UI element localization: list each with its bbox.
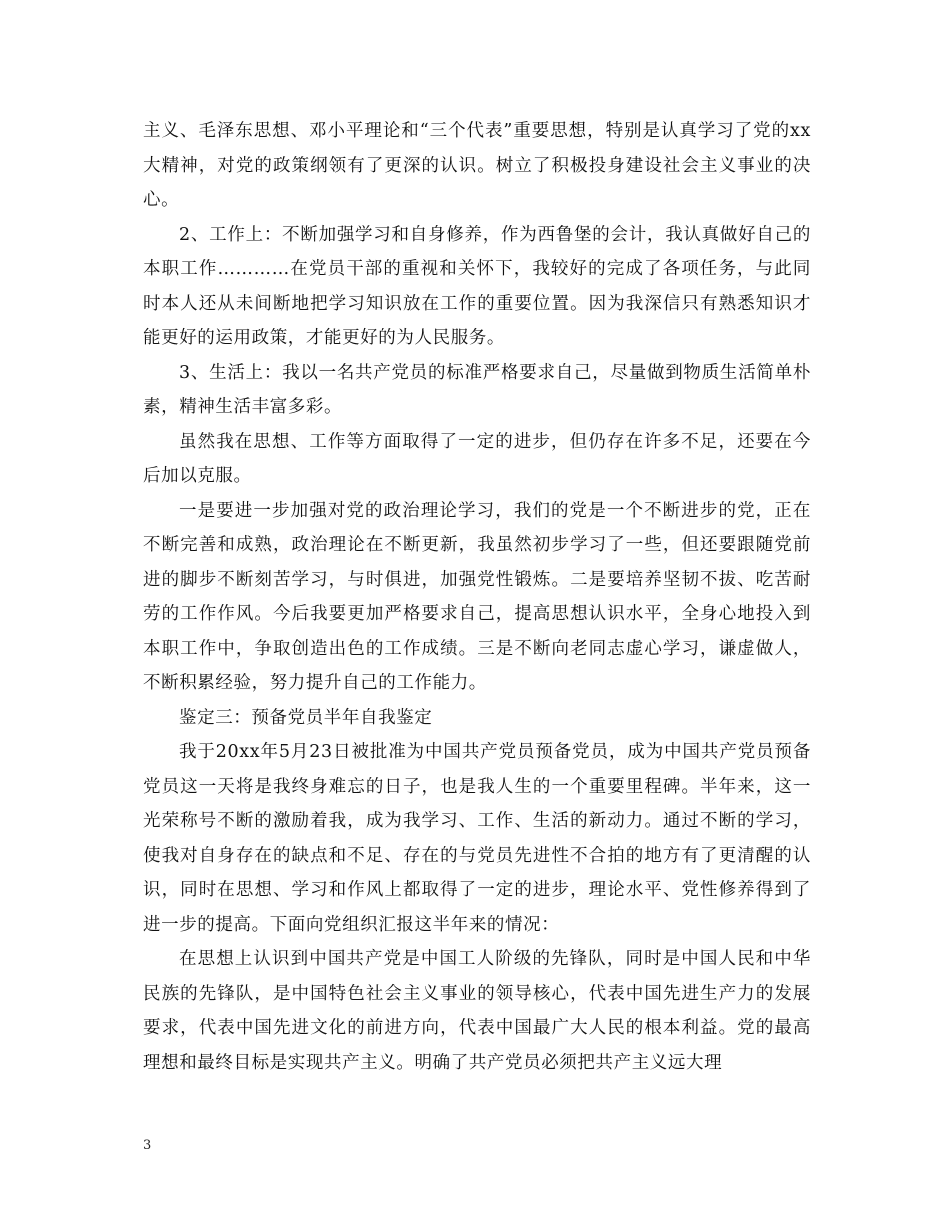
paragraph-shortcomings: 虽然我在思想、工作等方面取得了一定的进步，但仍存在许多不足，还要在今后加以克服。 — [143, 431, 811, 486]
paragraph-approval: 我于20xx年5月23日被批准为中国共产党员预备党员，成为中国共产党员预备党员这一天将是我终身难忘的日子，也是我人生的一个重要里程碑。半年来，这一光荣称号不断的激励着我，成为我学习、工作、生活的新动力。通过不断的学习，使我对自身存在的缺点和不足、存在的与党员先进性不合拍的地方有了更清醒的认识，同时在思想、学习和作风上都取得了一定的进步，理论水平、党性修养得到了进一步的提高。下面向党组织汇报这半年来的情况： — [143, 742, 811, 935]
paragraph-improvements: 一是要进一步加强对党的政治理论学习，我们的党是一个不断进步的党，正在不断完善和成熟，政治理论在不断更新，我虽然初步学习了一些，但还要跟随党前进的脚步不断刻苦学习，与时俱进，加强党性锻炼。二是要培养坚韧不拔、吃苦耐劳的工作作风。今后我要更加严格要求自己，提高思想认识水平，全身心地投入到本职工作中，争取创造出色的工作成绩。三是不断向老同志虚心学习，谦虚做人，不断积累经验，努力提升自己的工作能力。 — [143, 500, 811, 693]
section-heading: 鉴定三：预备党员半年自我鉴定 — [179, 707, 433, 728]
page-number: 3 — [143, 1138, 152, 1153]
document-body — [143, 114, 811, 1080]
paragraph-continuation: 主义、毛泽东思想、邓小平理论和“三个代表”重要思想，特别是认真学习了党的xx大精神，对党的政策纲领有了更深的认识。树立了积极投身建设社会主义事业的决心。 — [143, 121, 811, 210]
paragraph-work: 2、工作上：不断加强学习和自身修养，作为西鲁堡的会计，我认真做好自己的本职工作…………在党员干部的重视和关怀下，我较好的完成了各项任务，与此同时本人还从未间断地把学习知识放在工作的重要位置。因为我深信只有熟悉知识才能更好的运用政策，才能更好的为人民服务。 — [143, 224, 811, 348]
paragraph-life: 3、生活上：我以一名共产党员的标准严格要求自己，尽量做到物质生活简单朴素，精神生活丰富多彩。 — [143, 362, 811, 417]
paragraph-ideology: 在思想上认识到中国共产党是中国工人阶级的先锋队，同时是中国人民和中华民族的先锋队，是中国特色社会主义事业的领导核心，代表中国先进生产力的发展要求，代表中国先进文化的前进方向，代表中国最广大人民的根本利益。党的最高理想和最终目标是实现共产主义。明确了共产党员必须把共产主义远大理 — [143, 949, 811, 1073]
